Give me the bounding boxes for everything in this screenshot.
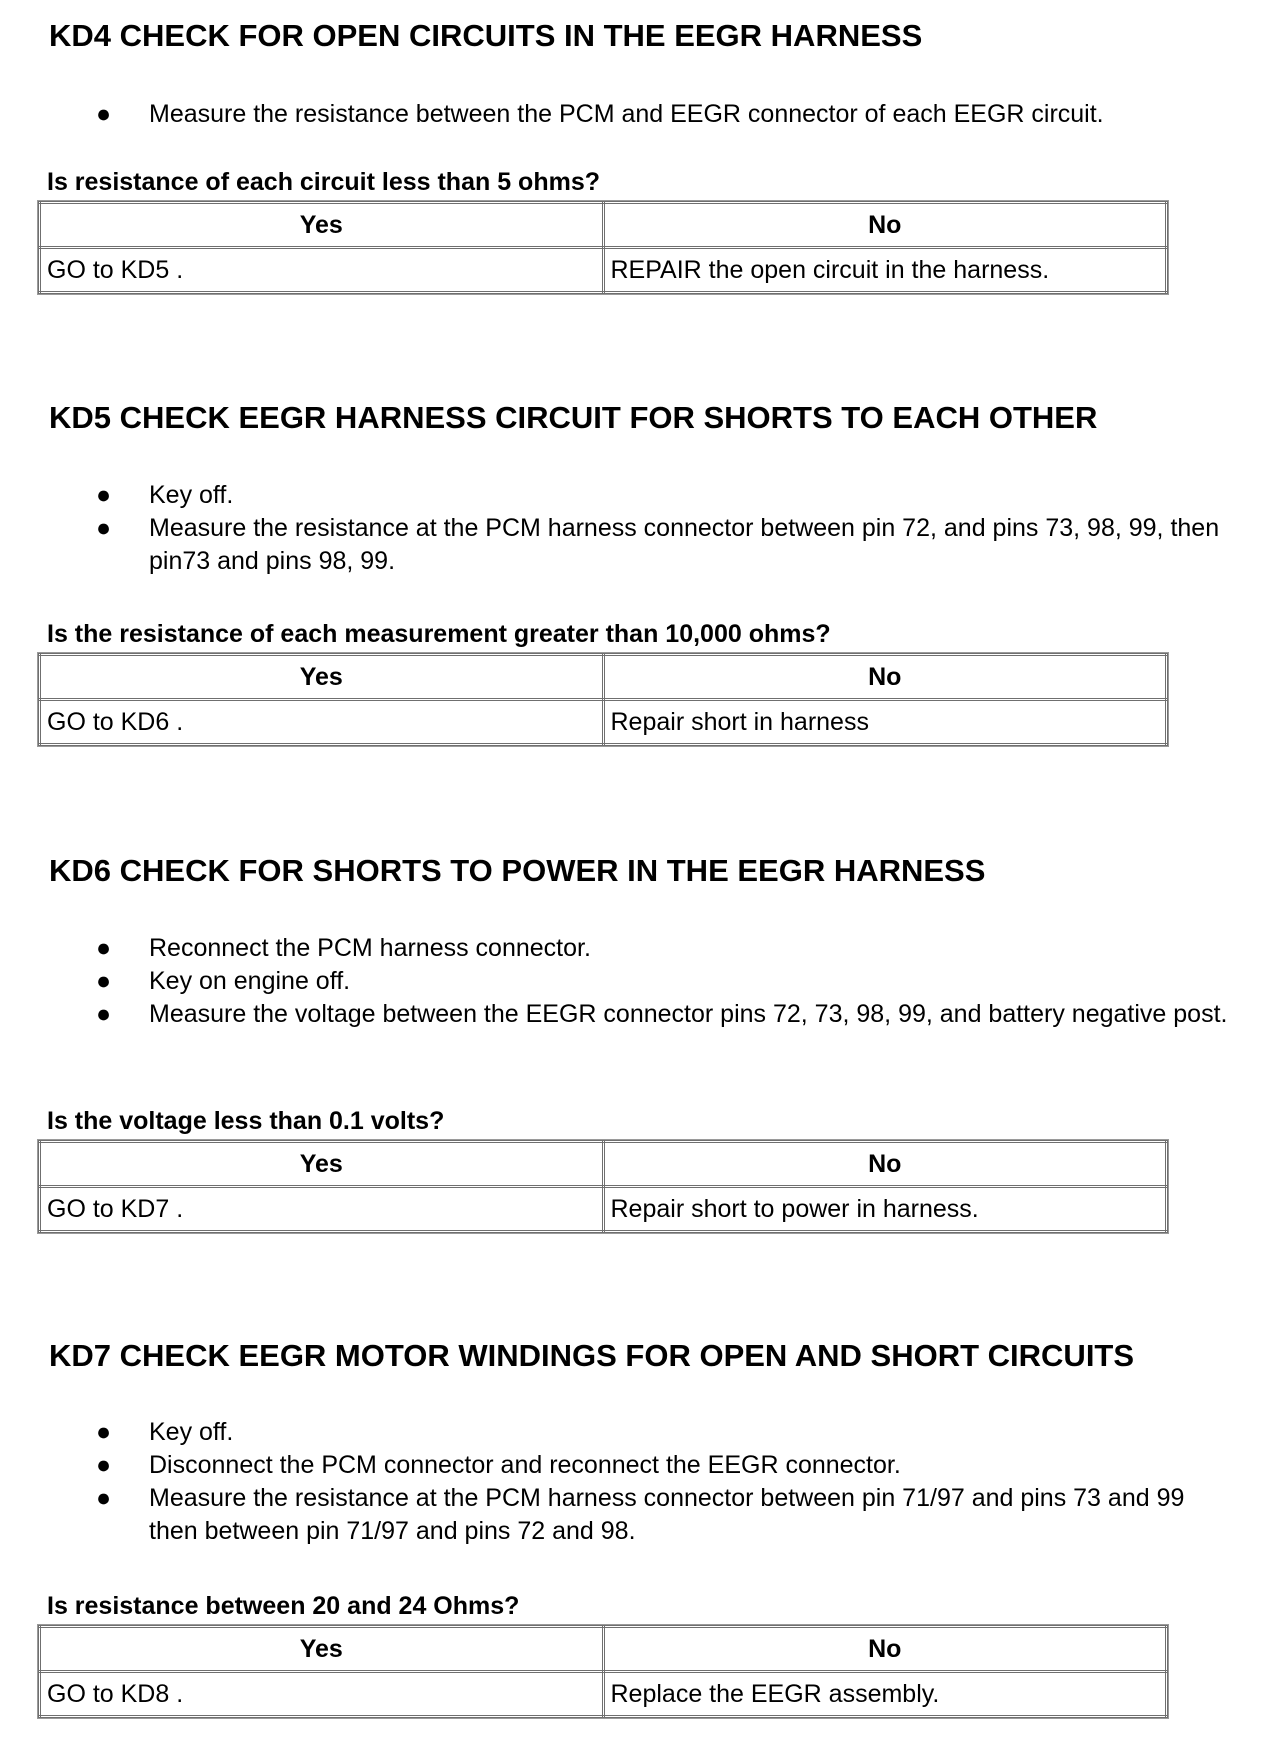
answer-table [38,201,1168,294]
section-heading: KD7 CHECK EEGR MOTOR WINDINGS FOR OPEN AND SHORT CIRCUITS [49,1338,1135,1373]
no-action: REPAIR the open circuit in the harness. [603,248,1167,293]
no-header: No [603,1142,1167,1187]
no-header: No [603,655,1167,700]
bullet-icon: ● [96,934,112,962]
table-header-row [40,203,1167,248]
step-item [0,98,1229,131]
step-text: Measure the resistance between the PCM and EEGR connector of each EEGR circuit. [149,100,1104,128]
yes-action: GO to KD8 . [40,1672,604,1717]
step-list [0,1416,1229,1548]
step-list [0,479,1229,578]
step-item [0,965,1229,998]
step-item [0,1482,1229,1548]
table-header-row [40,1627,1167,1672]
question-text: Is the resistance of each measurement greater than 10,000 ohms? [47,620,831,648]
step-item [0,512,1229,578]
table-row [40,700,1167,745]
question-text: Is resistance of each circuit less than 5 ohms? [47,168,600,196]
no-action: Replace the EEGR assembly. [603,1672,1167,1717]
step-text: Key off. [149,481,234,509]
answer-table [38,653,1168,746]
yes-action: GO to KD5 . [40,248,604,293]
yes-header: Yes [40,655,604,700]
table-row [40,1187,1167,1232]
step-item [0,1416,1229,1449]
bullet-icon: ● [96,1451,112,1479]
step-item [0,479,1229,512]
step-text: Reconnect the PCM harness connector. [149,934,591,962]
bullet-icon: ● [96,1000,112,1028]
no-header: No [603,203,1167,248]
table-row [40,1672,1167,1717]
bullet-icon: ● [96,1484,112,1512]
step-list [0,98,1229,131]
step-list [0,932,1229,1031]
yes-action: GO to KD6 . [40,700,604,745]
bullet-icon: ● [96,1418,112,1446]
yes-action: GO to KD7 . [40,1187,604,1232]
answer-table [38,1140,1168,1233]
bullet-icon: ● [96,967,112,995]
section-heading: KD5 CHECK EEGR HARNESS CIRCUIT FOR SHORTS TO EACH OTHER [49,400,1098,435]
question-text: Is resistance between 20 and 24 Ohms? [47,1592,520,1620]
bullet-icon: ● [96,481,112,509]
step-text: Measure the resistance at the PCM harness connector between pin 71/97 and pins 73 and 99 then between pin 71/97 and pins 72 and 98. [149,1484,1185,1545]
answer-table [38,1625,1168,1718]
step-text: Measure the voltage between the EEGR connector pins 72, 73, 98, 99, and battery negative post. [149,1000,1228,1028]
yes-header: Yes [40,1627,604,1672]
step-text: Key on engine off. [149,967,351,995]
no-action: Repair short in harness [603,700,1167,745]
question-text: Is the voltage less than 0.1 volts? [47,1107,445,1135]
step-text: Disconnect the PCM connector and reconnect the EEGR connector. [149,1451,901,1479]
step-item [0,932,1229,965]
table-header-row [40,655,1167,700]
table-row [40,248,1167,293]
table-header-row [40,1142,1167,1187]
step-text: Measure the resistance at the PCM harness connector between pin 72, and pins 73, 98, 99, then pin73 and pins 98, 99. [149,514,1220,575]
no-header: No [603,1627,1167,1672]
section-heading: KD6 CHECK FOR SHORTS TO POWER IN THE EEGR HARNESS [49,853,986,888]
no-action: Repair short to power in harness. [603,1187,1167,1232]
section-heading: KD4 CHECK FOR OPEN CIRCUITS IN THE EEGR HARNESS [49,18,923,53]
step-text: Key off. [149,1418,234,1446]
step-item [0,1449,1229,1482]
yes-header: Yes [40,203,604,248]
yes-header: Yes [40,1142,604,1187]
bullet-icon: ● [96,100,112,128]
step-item [0,998,1229,1031]
bullet-icon: ● [96,514,112,542]
